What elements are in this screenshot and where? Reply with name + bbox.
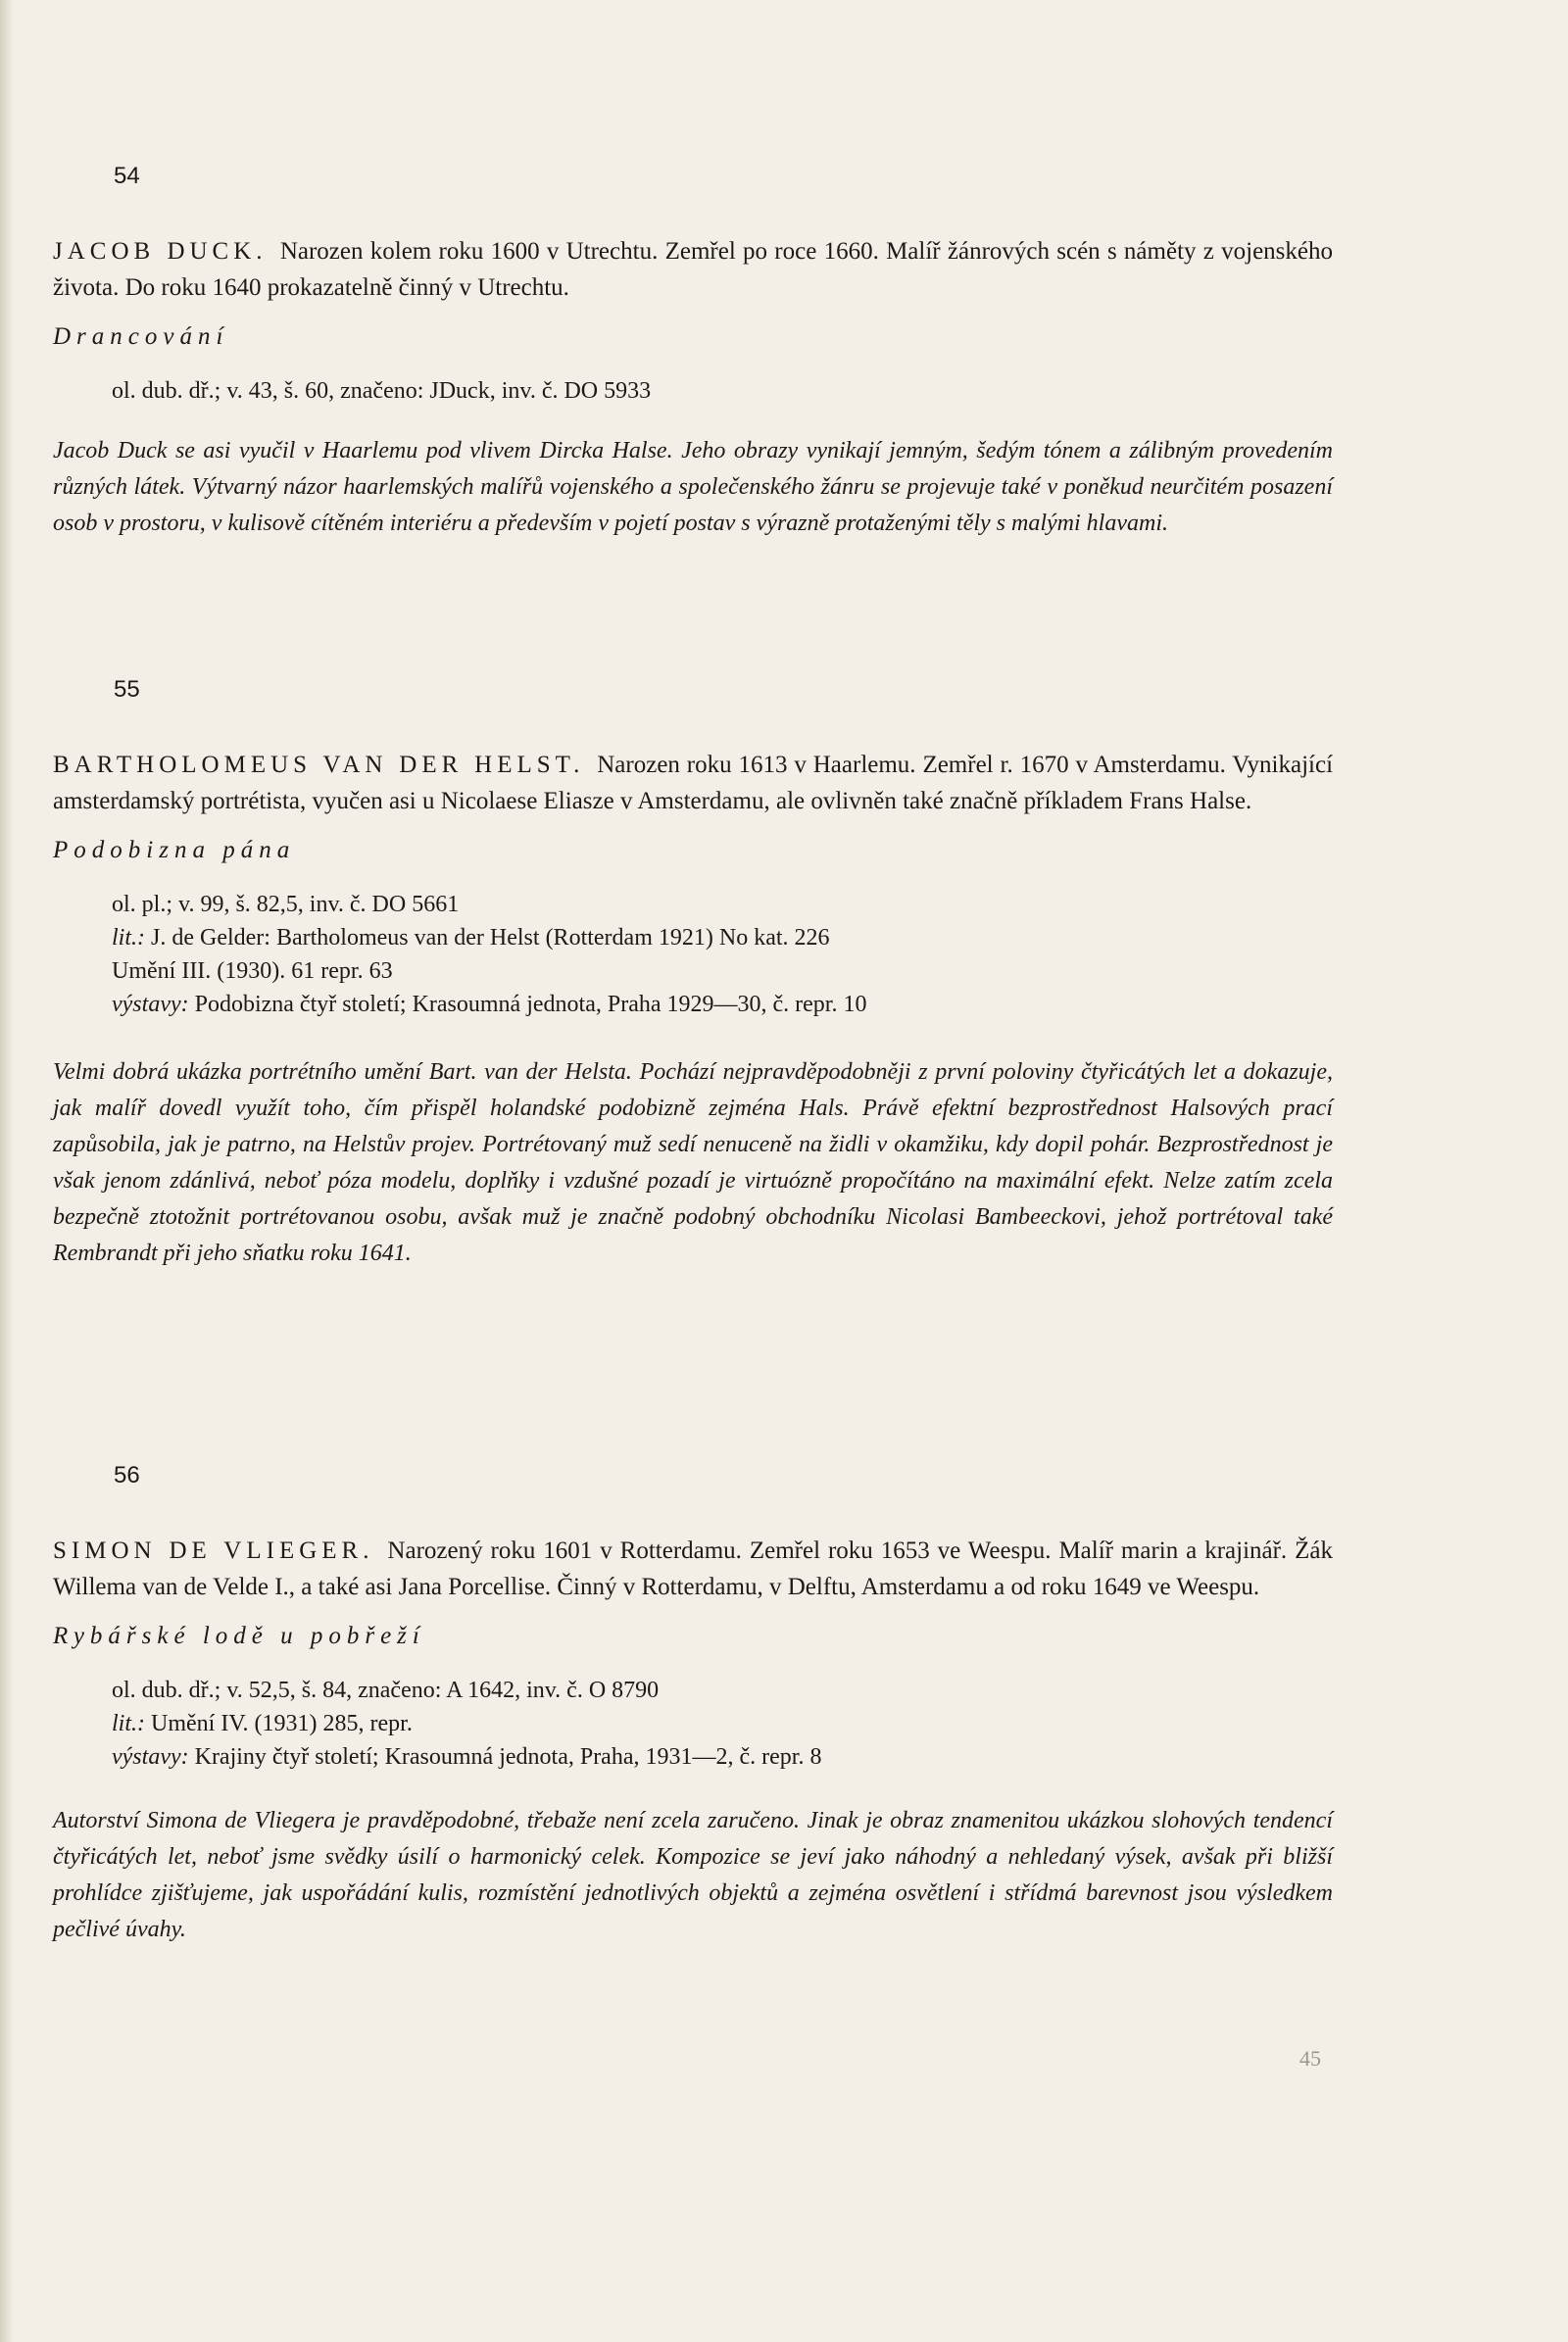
meta-text: Umění IV. (1931) 285, repr. bbox=[151, 1711, 413, 1736]
meta-label: lit.: bbox=[112, 925, 145, 951]
curator-note: Velmi dobrá ukázka portrétního umění Bart. van der Helsta. Pochází nejpravděpodobněji z první poloviny čtyřicátých let a dokazuje, jak malíř dovedl využít toho, čím přispěl holandské podobizně zejména Hals. Právě efektní bezprostřednost Halsových prací zapůsobila, jak je patrno, na Helstův projev. Portrétovaný muž sedí nenuceně na židli v okamžiku, kdy dopil pohár. Bezprostřednost je však jenom zdánlivá, neboť póza modelu, doplňky i vzdušné pozadí je virtuózně propočítáno na maximální efekt. Nelze zatím zcela bezpečně ztotožnit portrétovanou osobu, avšak muž je značně podobný obchodníku Nicolasi Bambeeckovi, jehož portrétoval také Rembrandt při jeho sňatku roku 1641. bbox=[53, 1059, 1333, 1266]
meta-label: lit.: bbox=[112, 1711, 145, 1736]
artist-bio: Narozen kolem roku 1600 v Utrechtu. Zemřel po roce 1660. Malíř žánrových scén s náměty z vojenského života. Do roku 1640 prokazatelně činný v Utrechtu. bbox=[53, 238, 1334, 301]
meta-text: ol. pl.; v. 99, š. 82,5, inv. č. DO 5661 bbox=[112, 892, 460, 917]
meta-text: Podobizna čtyř století; Krasoumná jednota, Praha 1929—30, č. repr. 10 bbox=[194, 992, 867, 1017]
meta-label: výstavy: bbox=[112, 992, 189, 1017]
artist-paragraph bbox=[53, 233, 1333, 306]
entry-number: 56 bbox=[114, 1462, 140, 1488]
artist-name: BARTHOLOMEUS VAN DER HELST. bbox=[53, 752, 585, 778]
curator-note: Autorství Simona de Vliegera je pravděpodobné, třebaže není zcela zaručeno. Jinak je obraz znamenitou ukázkou slohových tendencí čtyřicátých let, neboť jsme svědky úsilí o harmonický celek. Kompozice se jeví jako náhodný a nehledaný výsek, avšak při bližší prohlídce zjišťujeme, jak uspořádání kulis, rozmístění jednotlivých objektů a zejména osvětlení i střídmá barevnost jsou výsledkem pečlivé úvahy. bbox=[53, 1808, 1333, 1942]
meta-line bbox=[112, 374, 1333, 408]
page-number: 45 bbox=[1299, 2046, 1321, 2071]
artist-paragraph bbox=[53, 747, 1333, 819]
work-details bbox=[112, 1674, 1333, 1774]
meta-text: J. de Gelder: Bartholomeus van der Helst (Rotterdam 1921) No kat. 226 bbox=[151, 925, 830, 951]
entry-number: 54 bbox=[114, 163, 140, 189]
catalog-entry-54 bbox=[53, 163, 1333, 542]
meta-text: ol. dub. dř.; v. 52,5, š. 84, značeno: A 1642, inv. č. O 8790 bbox=[112, 1678, 660, 1703]
work-details bbox=[112, 374, 1333, 408]
meta-line bbox=[112, 888, 1333, 921]
meta-line bbox=[112, 988, 1333, 1021]
artist-bio: Narozen roku 1613 v Haarlemu. Zemřel r. 1670 v Amsterdamu. Vynikající amsterdamský portrétista, vyučen asi u Nicolaese Eliasze v Amsterdamu, ale ovlivněn také značně příkladem Frans Halse. bbox=[53, 752, 1334, 814]
work-details bbox=[112, 888, 1333, 1021]
meta-text: ol. dub. dř.; v. 43, š. 60, značeno: JDuck, inv. č. DO 5933 bbox=[112, 378, 652, 404]
work-title: Drancování bbox=[53, 323, 229, 350]
artist-bio: Narozený roku 1601 v Rotterdamu. Zemřel roku 1653 ve Weespu. Malíř marin a krajinář. Žák Willema van de Velde I., a také asi Jana Porcellise. Činný v Rotterdamu, v Delftu, Amsterdamu a od roku 1649 ve Weespu. bbox=[53, 1537, 1333, 1600]
meta-line bbox=[112, 954, 1333, 988]
catalog-entry-55 bbox=[53, 676, 1333, 1272]
work-title: Podobizna pána bbox=[53, 837, 296, 863]
meta-text: Krajiny čtyř století; Krasoumná jednota, Praha, 1931—2, č. repr. 8 bbox=[194, 1744, 822, 1770]
catalog-entry-56 bbox=[53, 1462, 1333, 1948]
artist-name: JACOB DUCK. bbox=[53, 238, 268, 265]
meta-line bbox=[112, 1674, 1333, 1707]
meta-label: výstavy: bbox=[112, 1744, 189, 1770]
meta-line bbox=[112, 1707, 1333, 1740]
curator-note: Jacob Duck se asi vyučil v Haarlemu pod vlivem Dircka Halse. Jeho obrazy vynikají jemným, šedým tónem a zálibným provedením různých látek. Výtvarný názor haarlemských malířů vojenského a společenského žánru se projevuje také v poněkud neurčitém posazení osob v prostoru, v kulisově cítěném interiéru a především v pojetí postav s výrazně protaženými těly s malými hlavami. bbox=[53, 438, 1333, 536]
meta-text: Umění III. (1930). 61 repr. 63 bbox=[112, 958, 393, 984]
entry-number: 55 bbox=[114, 676, 140, 703]
artist-name: SIMON DE VLIEGER. bbox=[53, 1537, 374, 1564]
work-title: Rybářské lodě u pobřeží bbox=[53, 1623, 425, 1649]
artist-paragraph bbox=[53, 1533, 1333, 1605]
page-gutter-shadow bbox=[0, 0, 14, 2342]
meta-line bbox=[112, 921, 1333, 954]
meta-line bbox=[112, 1740, 1333, 1774]
